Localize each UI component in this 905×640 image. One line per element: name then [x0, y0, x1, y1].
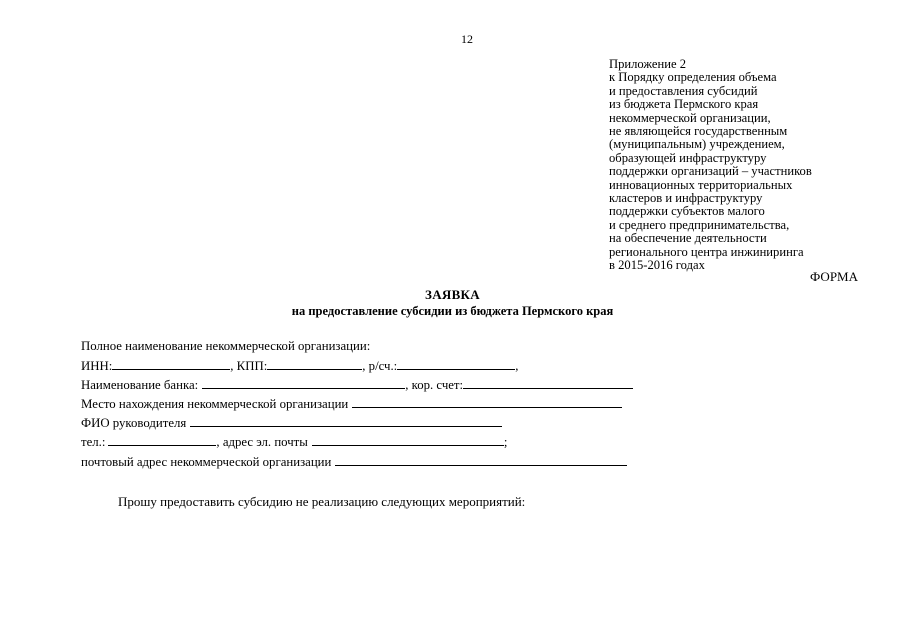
kpp-label: , КПП: [230, 359, 268, 373]
org-name-label: Полное наименование некоммерческой организации: [81, 339, 371, 353]
fio-label: ФИО руководителя [81, 416, 187, 430]
document-subtitle: на предоставление субсидии из бюджета Пермского края [291, 304, 614, 318]
location-blank[interactable] [352, 396, 622, 408]
tel-row [81, 434, 507, 450]
appendix-line: из бюджета Пермского края [609, 97, 759, 112]
inn-blank[interactable] [112, 358, 230, 370]
appendix-block [609, 58, 899, 273]
rs-end: , [515, 359, 519, 373]
email-label: , адрес эл. почты [216, 435, 308, 449]
document-title: ЗАЯВКА [425, 287, 480, 302]
rs-label: , р/сч.: [362, 359, 398, 373]
rs-blank[interactable] [397, 358, 515, 370]
appendix-line: регионального центра инжиниринга [609, 244, 804, 259]
appendix-line: образующей инфраструктуру [609, 150, 767, 165]
appendix-line: поддержки организаций – участников [609, 164, 812, 179]
page-number: 12 [461, 32, 473, 46]
request-text: Прошу предоставить субсидию не реализацию следующих мероприятий: [118, 494, 526, 509]
appendix-line: на обеспечение деятельности [609, 231, 767, 246]
fio-blank[interactable] [190, 415, 502, 427]
email-blank[interactable] [312, 434, 504, 446]
appendix-line: в 2015-2016 годах [609, 258, 705, 273]
kor-blank[interactable] [463, 377, 633, 389]
appendix-line: (муниципальным) учреждением, [609, 137, 785, 152]
org-name-row [81, 339, 370, 355]
tel-label: тел.: [81, 435, 106, 449]
appendix-line: и среднего предпринимательства, [609, 217, 790, 232]
appendix-line: не являющейся государственным [609, 124, 788, 139]
bank-label: Наименование банка: [81, 378, 199, 392]
appendix-line: инновационных территориальных [609, 177, 793, 192]
forma-label: ФОРМА [810, 269, 858, 284]
tel-blank[interactable] [108, 434, 216, 446]
appendix-line: Приложение 2 [609, 57, 687, 71]
inn-row [81, 358, 518, 374]
bank-row [81, 377, 633, 393]
appendix-line: некоммерческой организации, [609, 110, 771, 125]
fio-row [81, 415, 502, 431]
appendix-line: поддержки субъектов малого [609, 204, 765, 219]
postal-label: почтовый адрес некоммерческой организации [81, 455, 332, 469]
kor-label: , кор. счет: [405, 378, 464, 392]
bank-blank[interactable] [202, 377, 405, 389]
location-label: Место нахождения некоммерческой организации [81, 397, 349, 411]
postal-row [81, 454, 627, 470]
appendix-line: и предоставления субсидий [609, 83, 758, 98]
appendix-line: к Порядку определения объема [609, 70, 777, 85]
postal-blank[interactable] [335, 454, 627, 466]
kpp-blank[interactable] [267, 358, 362, 370]
email-end: ; [503, 435, 508, 449]
location-row [81, 396, 622, 412]
appendix-line: кластеров и инфраструктуру [609, 191, 763, 206]
inn-label: ИНН: [81, 359, 113, 373]
